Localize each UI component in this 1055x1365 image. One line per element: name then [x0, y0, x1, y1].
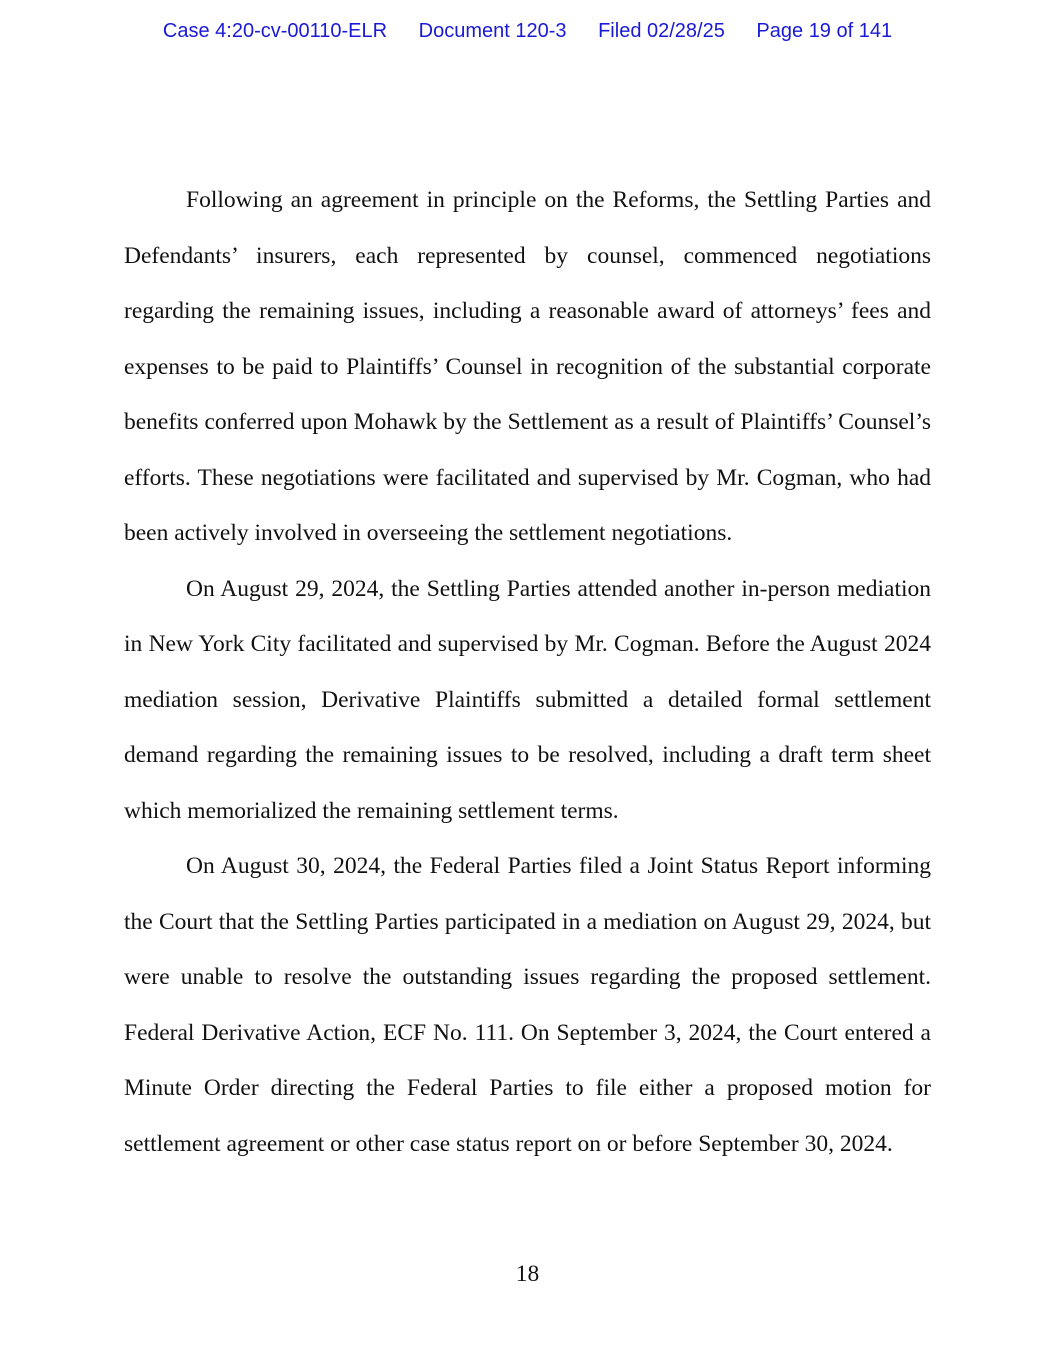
paragraph: On August 29, 2024, the Settling Parties attended another in-person mediation in New York City facilitated and supervised by Mr. Cogman. Before the August 2024 mediation session, Derivative Plaintiffs submitted a detailed formal settlement demand regarding the remaining issues to be resolved, including a draft term sheet which memorialized the remaining settlement terms.: [124, 575, 931, 824]
case-number: Case 4:20-cv-00110-ELR: [162, 20, 388, 42]
paragraph: On August 30, 2024, the Federal Parties filed a Joint Status Report informing the Court that the Settling Parties participated in a mediation on August 29, 2024, but were unable to resolve the outstanding issues regarding the proposed settlement. Federal Derivative Action, ECF No. 111. On September 3, 2024, the Court entered a Minute Order directing the Federal Parties to file either a proposed motion for settlement agreement or other case status report on or before September 30, 2024.: [124, 853, 931, 1157]
document-number: Document 120-3: [418, 20, 567, 42]
court-filing-header: [0, 20, 1055, 43]
page-number: 18: [515, 1261, 540, 1287]
document-body: [124, 173, 931, 1172]
paragraph: Following an agreement in principle on the Reforms, the Settling Parties and Defendants’ insurers, each represented by counsel, commenced negotiations regarding the remaining issues, including a reasonable award of attorneys’ fees and expenses to be paid to Plaintiffs’ Counsel in recognition of the substantial corporate benefits conferred upon Mohawk by the Settlement as a result of Plaintiffs’ Counsel’s efforts. These negotiations were facilitated and supervised by Mr. Cogman, who had been actively involved in overseeing the settlement negotiations.: [124, 187, 931, 546]
filed-date: Filed 02/28/25: [598, 20, 725, 42]
page-count: Page 19 of 141: [756, 20, 893, 42]
